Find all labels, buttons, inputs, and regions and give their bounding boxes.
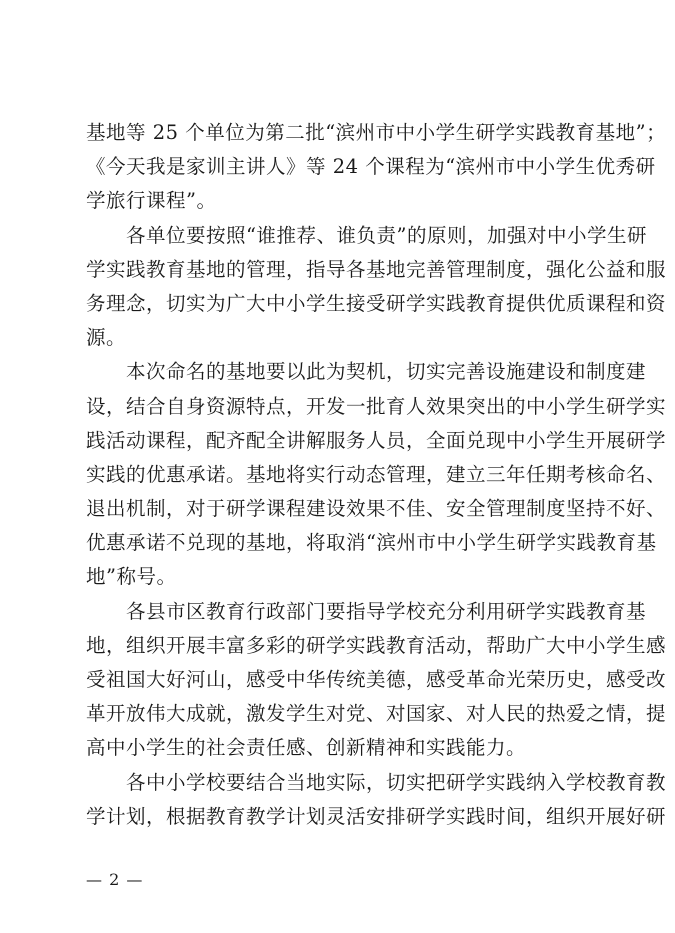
text-line: 退出机制，对于研学课程建设效果不佳、安全管理制度坚持不好、 bbox=[86, 497, 667, 521]
text-line: 优惠承诺不兑现的基地，将取消“滨州市中小学生研学实践教育基 bbox=[86, 531, 657, 555]
text-line: 革开放伟大成就，激发学生对党、对国家、对人民的热爱之情，提 bbox=[86, 702, 667, 726]
text-line: 设，结合自身资源特点，开发一批育人效果突出的中小学生研学实 bbox=[86, 394, 667, 418]
paragraph-first-line: 各县市区教育行政部门要指导学校充分利用研学实践教育基 bbox=[126, 599, 647, 623]
text-line: 高中小学生的社会责任感、创新精神和实践能力。 bbox=[86, 736, 527, 760]
text-line: 务理念，切实为广大中小学生接受研学实践教育提供优质课程和资 bbox=[86, 291, 667, 315]
text-line: 基地等 25 个单位为第二批“滨州市中小学生研学实践教育基地”； bbox=[86, 121, 667, 144]
text-line: 地，组织开展丰富多彩的研学实践教育活动，帮助广大中小学生感 bbox=[86, 633, 667, 657]
text-line: 学计划，根据教育教学计划灵活安排研学实践时间，组织开展好研 bbox=[86, 804, 667, 828]
text-line: 践活动课程，配齐配全讲解服务人员，全面兑现中小学生开展研学 bbox=[86, 428, 667, 452]
paragraph-first-line: 本次命名的基地要以此为契机，切实完善设施建设和制度建 bbox=[126, 360, 647, 384]
body-text bbox=[86, 116, 667, 834]
text-line: 学旅行课程”。 bbox=[86, 189, 217, 213]
text-line: 源。 bbox=[86, 326, 127, 350]
text-line: 学实践教育基地的管理，指导各基地完善管理制度，强化公益和服 bbox=[86, 257, 667, 281]
paragraph-first-line: 各单位要按照“谁推荐、谁负责”的原则，加强对中小学生研 bbox=[126, 223, 647, 247]
text-line: 受祖国大好河山，感受中华传统美德，感受革命光荣历史，感受改 bbox=[86, 668, 667, 691]
paragraph-first-line: 各中小学校要结合当地实际，切实把研学实践纳入学校教育教 bbox=[126, 770, 667, 794]
text-line: 地”称号。 bbox=[86, 565, 177, 589]
text-line: 实践的优惠承诺。基地将实行动态管理，建立三年任期考核命名、 bbox=[86, 462, 667, 486]
page-number: — 2 — bbox=[86, 870, 144, 889]
text-line: 《今天我是家训主讲人》等 24 个课程为“滨州市中小学生优秀研 bbox=[86, 155, 656, 179]
